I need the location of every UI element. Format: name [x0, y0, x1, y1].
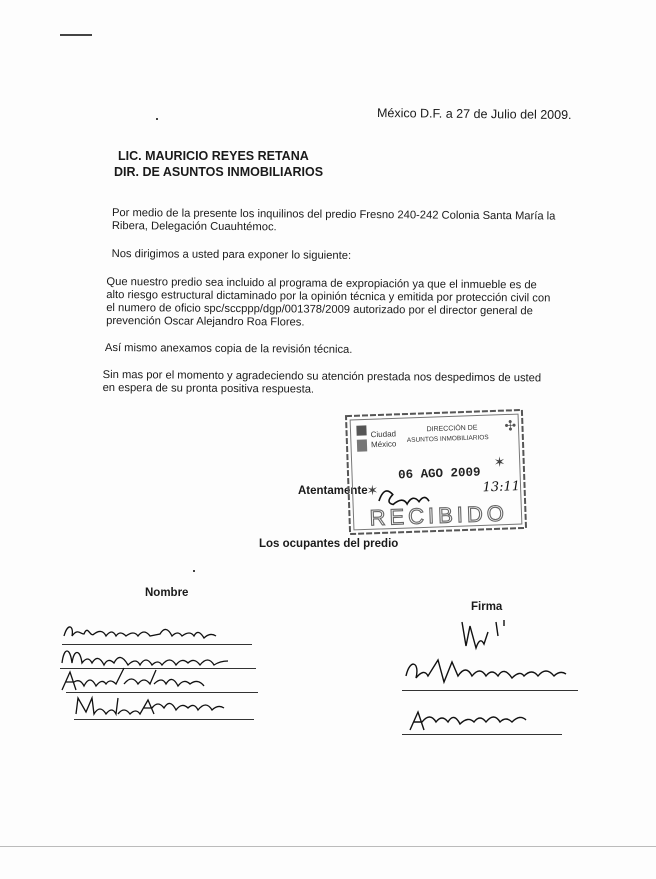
- request-line-2: alto riesgo estructural dictaminado por la opinión técnica y emitida por protección civil con: [106, 288, 551, 305]
- request-line-1: Que nuestro predio sea incluido al programa de expropiación ya que el inmueble es de: [106, 275, 537, 292]
- signature-2: [400, 654, 580, 695]
- request-line-4: prevención Oscar Alejandro Roa Flores.: [106, 314, 305, 329]
- received-stamp: [344, 408, 528, 536]
- svg-text:✣: ✣: [504, 417, 517, 434]
- name-line-4: [74, 719, 254, 720]
- signature-1: [452, 614, 512, 659]
- signoff: Atentamente: [298, 485, 368, 497]
- svg-text:✶: ✶: [493, 453, 506, 470]
- stamp-org-line-1: DIRECCIÓN DE: [426, 424, 478, 434]
- name-line-3: [66, 692, 258, 693]
- place-date: México D.F. a 27 de Julio del 2009.: [376, 105, 572, 123]
- bottom-edge-line: [0, 846, 656, 847]
- svg-text:✶: ✶: [366, 482, 379, 499]
- request-line-3: el numero de oficio spc/sccppp/dgp/001378/2009 autorizado por el director general de: [106, 301, 533, 318]
- handwritten-name-1-graphic: [60, 620, 260, 644]
- scan-artifact: [193, 570, 195, 572]
- scan-artifact: [156, 118, 158, 120]
- stamp-handwritten-time: 13:11: [482, 479, 521, 496]
- scan-artifact: [60, 34, 92, 36]
- name-column-header: Nombre: [145, 587, 189, 599]
- signature-3-graphic: [404, 708, 564, 736]
- handwritten-name-3-graphic: [58, 668, 268, 694]
- signature-3: [404, 708, 564, 741]
- recipient-name: LIC. MAURICIO REYES RETANA: [118, 149, 309, 163]
- signature-2-graphic: [400, 654, 580, 690]
- received-stamp-graphic: [344, 408, 528, 536]
- intro-line-2: Ribera, Delegación Cuauhtémoc.: [111, 220, 277, 234]
- signature-line-2: [402, 734, 562, 735]
- occupants-label: Los ocupantes del predio: [259, 538, 399, 550]
- stamp-date: 06 AGO 2009: [397, 465, 481, 483]
- handwritten-name-4-graphic: [72, 694, 262, 720]
- statement-line: Nos dirigimos a usted para exponer lo siguiente:: [111, 248, 352, 262]
- svg-text:Ciudad: Ciudad: [370, 429, 397, 440]
- handwritten-name-2-graphic: [58, 643, 268, 669]
- closing-line-2: en espera de su pronta positiva respuesta.: [102, 381, 315, 396]
- signature-column-header: Firma: [471, 601, 503, 613]
- stamp-status: RECIBIDO: [369, 500, 509, 531]
- intro-line-1: Por medio de la presente los inquilinos del predio Fresno 240-242 Colonia Santa María la: [111, 207, 556, 223]
- signature-line-1: [402, 690, 578, 691]
- stamp-org-line-2: ASUNTOS INMOBILIARIOS: [406, 434, 489, 444]
- recipient-title: DIR. DE ASUNTOS INMOBILIARIOS: [114, 165, 324, 179]
- signature-1-graphic: [452, 614, 512, 654]
- handwritten-name-4: [72, 694, 262, 725]
- closing-line-1: Sin mas por el momento y agradeciendo su atención prestada nos despedimos de usted: [102, 368, 542, 385]
- svg-text:México: México: [370, 439, 397, 450]
- city-logo-icon: [356, 424, 397, 451]
- annex-line: Así mismo anexamos copia de la revisión técnica.: [104, 341, 353, 356]
